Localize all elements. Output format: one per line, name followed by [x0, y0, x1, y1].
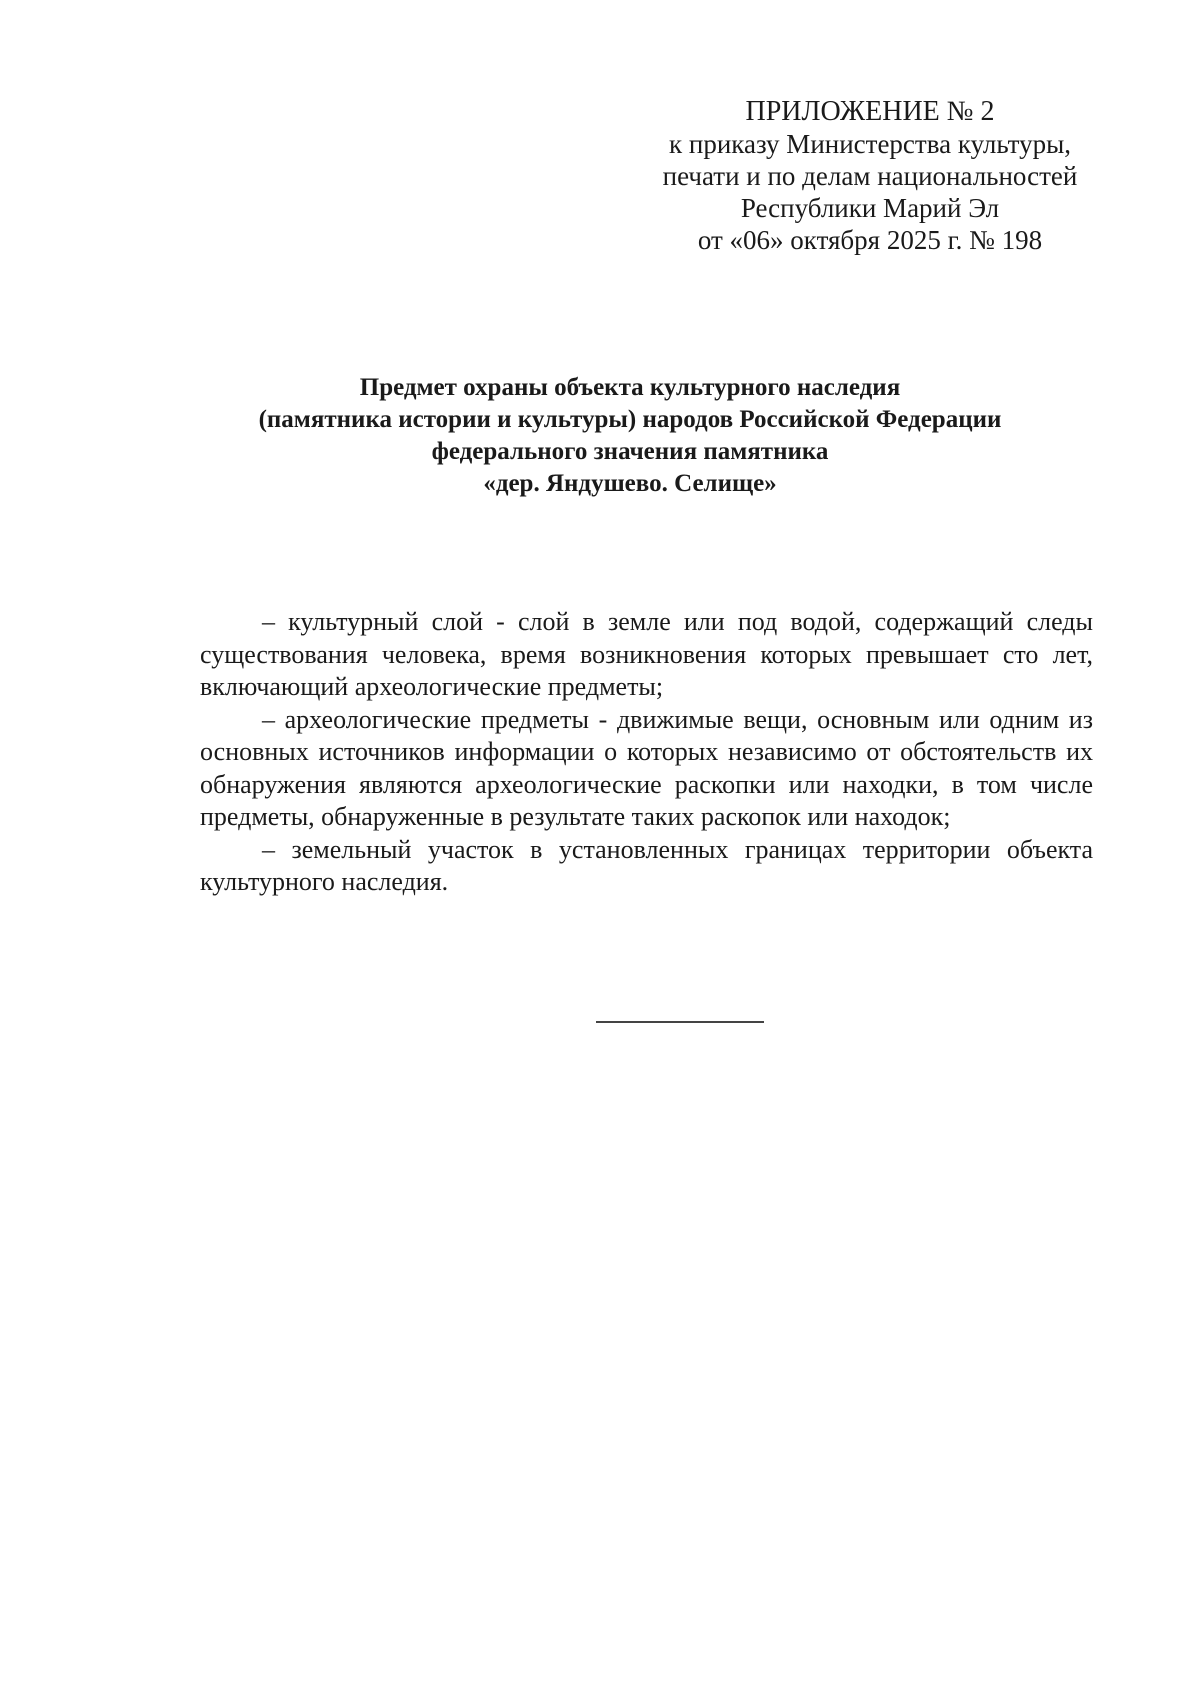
title-line: федерального значения памятника	[431, 438, 829, 465]
annex-heading: ПРИЛОЖЕНИЕ № 2	[745, 96, 995, 127]
title-line: «дер. Яндушево. Селище»	[483, 470, 777, 497]
document-title	[180, 372, 1080, 500]
closing-divider	[596, 1021, 764, 1023]
annex-block	[620, 96, 1120, 256]
title-line: (памятника истории и культуры) народов Российской Федерации	[258, 406, 1002, 433]
protection-items-list	[200, 606, 1093, 899]
list-item: – археологические предметы - движимые вещи, основным или одним из основных источников информации о которых независимо от обстоятельств их обнаружения являются археологические раскопки или находки, в том числе предметы, обнаруженные в результате таких раскопок или находок;	[200, 704, 1093, 831]
annex-line: к приказу Министерства культуры,	[669, 129, 1071, 159]
list-item: – культурный слой - слой в земле или под водой, содержащий следы существования человека, время возникновения которых превышает сто лет, включающий археологические предметы;	[200, 607, 1093, 701]
annex-order-date: от «06» октября 2025 г. № 198	[697, 225, 1043, 255]
title-line: Предмет охраны объекта культурного наследия	[359, 374, 901, 401]
list-item: – земельный участок в установленных границах территории объекта культурного наследия.	[200, 834, 1093, 896]
annex-line: печати и по делам национальностей	[662, 161, 1078, 191]
annex-line: Республики Марий Эл	[740, 193, 1000, 223]
